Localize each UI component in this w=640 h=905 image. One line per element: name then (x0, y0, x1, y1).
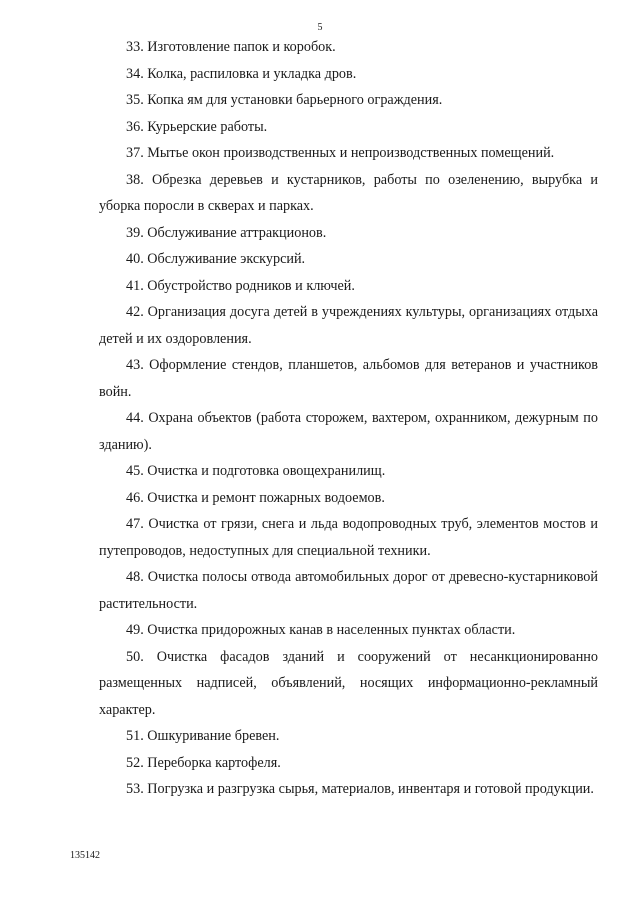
list-item: 47. Очистка от грязи, снега и льда водопроводных труб, элементов мостов и путепроводов, недоступных для специальной техники. (99, 516, 598, 559)
list-item: 41. Обустройство родников и ключей. (126, 277, 355, 294)
list-item: 51. Ошкуривание бревен. (126, 728, 280, 744)
list-item: 43. Оформление стендов, планшетов, альбомов для ветеранов и участников войн. (99, 357, 598, 400)
document-id: 135142 (70, 850, 100, 861)
list-item: 33. Изготовление папок и коробок. (126, 39, 336, 55)
list-item: 37. Мытье окон производственных и непроизводственных помещений. (126, 145, 555, 161)
list-item: 36. Курьерские работы. (126, 118, 268, 135)
list-item: 45. Очистка и подготовка овощехранилищ. (126, 463, 386, 479)
list-item: 49. Очистка придорожных канав в населенных пунктах области. (126, 622, 516, 638)
list-item: 48. Очистка полосы отвода автомобильных дорог от древесно-кустарниковой растительности. (99, 569, 598, 612)
list-item: 42. Организация досуга детей в учреждениях культуры, организациях отдыха детей и их оздоровления. (99, 304, 598, 347)
page-number: 5 (317, 22, 323, 33)
list-item: 52. Переборка картофеля. (126, 754, 281, 771)
list-item: 38. Обрезка деревьев и кустарников, работы по озеленению, вырубка и уборка поросли в скверах и парках. (99, 171, 598, 214)
document-body (99, 34, 598, 803)
list-item: 34. Колка, распиловка и укладка дров. (126, 65, 357, 82)
list-item: 39. Обслуживание аттракционов. (126, 224, 327, 241)
list-item: 40. Обслуживание экскурсий. (126, 251, 306, 267)
list-item: 53. Погрузка и разгрузка сырья, материалов, инвентаря и готовой продукции. (126, 781, 594, 797)
list-item: 44. Охрана объектов (работа сторожем, вахтером, охранником, дежурным по зданию). (99, 410, 598, 453)
list-item: 46. Очистка и ремонт пожарных водоемов. (126, 489, 385, 506)
list-item: 35. Копка ям для установки барьерного ограждения. (126, 92, 443, 108)
list-item: 50. Очистка фасадов зданий и сооружений от несанкционированно размещенных надписей, объявлений, носящих информационно-рекламный характер. (99, 648, 598, 718)
